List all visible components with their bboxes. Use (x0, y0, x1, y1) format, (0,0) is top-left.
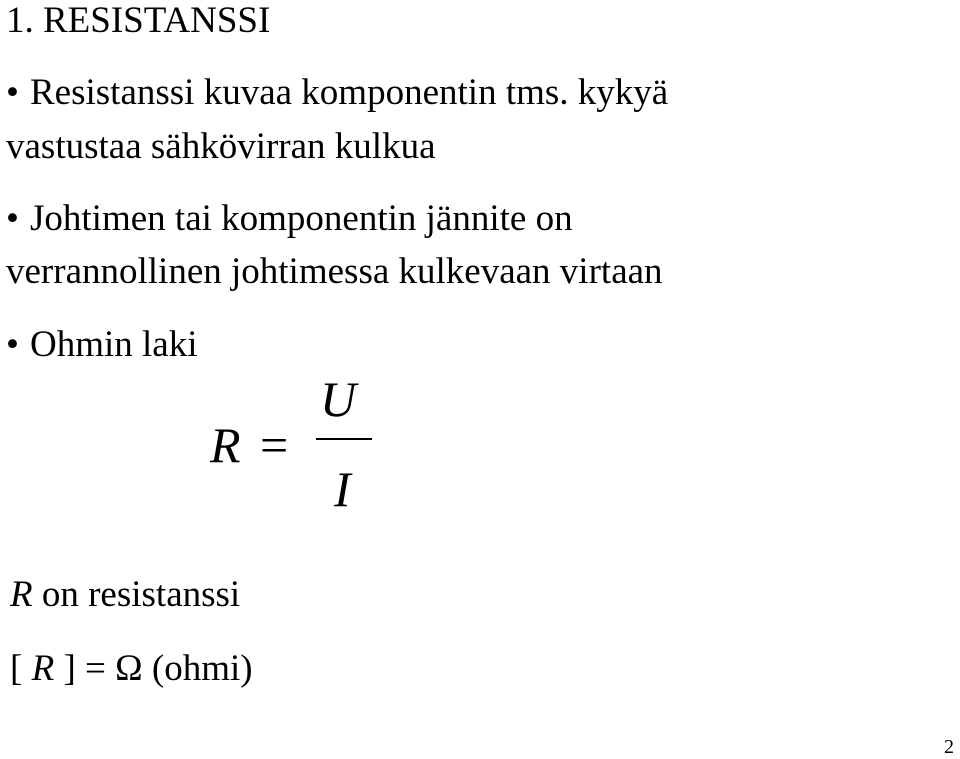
bullet-1 (6, 66, 668, 120)
bullet-1-line-1: Resistanssi kuvaa komponentin tms. kykyä (30, 72, 669, 113)
page-number: 2 (944, 736, 954, 758)
bullet-2 (6, 192, 573, 246)
bullet-2-line-1: Johtimen tai komponentin jännite on (30, 198, 573, 239)
resistance-definition (10, 573, 240, 617)
resistance-text: on resistanssi (32, 574, 241, 615)
formula-lhs: R (210, 417, 241, 473)
fraction-bar (316, 438, 372, 440)
slide-title: 1. RESISTANSSI (6, 0, 271, 41)
unit-symbol: R (31, 648, 55, 689)
bullet-1-line-2: vastustaa sähkövirran kulkua (6, 126, 436, 167)
bullet-2-line-2: verrannollinen johtimessa kulkevaan virtaan (6, 251, 663, 292)
formula-numerator: U (320, 371, 357, 427)
unit-close: ] = Ω (ohmi) (54, 648, 253, 689)
unit-definition (10, 647, 253, 691)
bullet-marker: • (6, 324, 19, 365)
resistance-symbol: R (10, 574, 33, 615)
unit-open: [ (10, 648, 32, 689)
formula-denominator: I (334, 461, 351, 517)
bullet-marker: • (6, 198, 19, 239)
bullet-3 (6, 318, 198, 372)
bullet-marker: • (6, 72, 19, 113)
bullet-3-line-1: Ohmin laki (30, 324, 198, 365)
formula-equals: = (260, 417, 289, 473)
